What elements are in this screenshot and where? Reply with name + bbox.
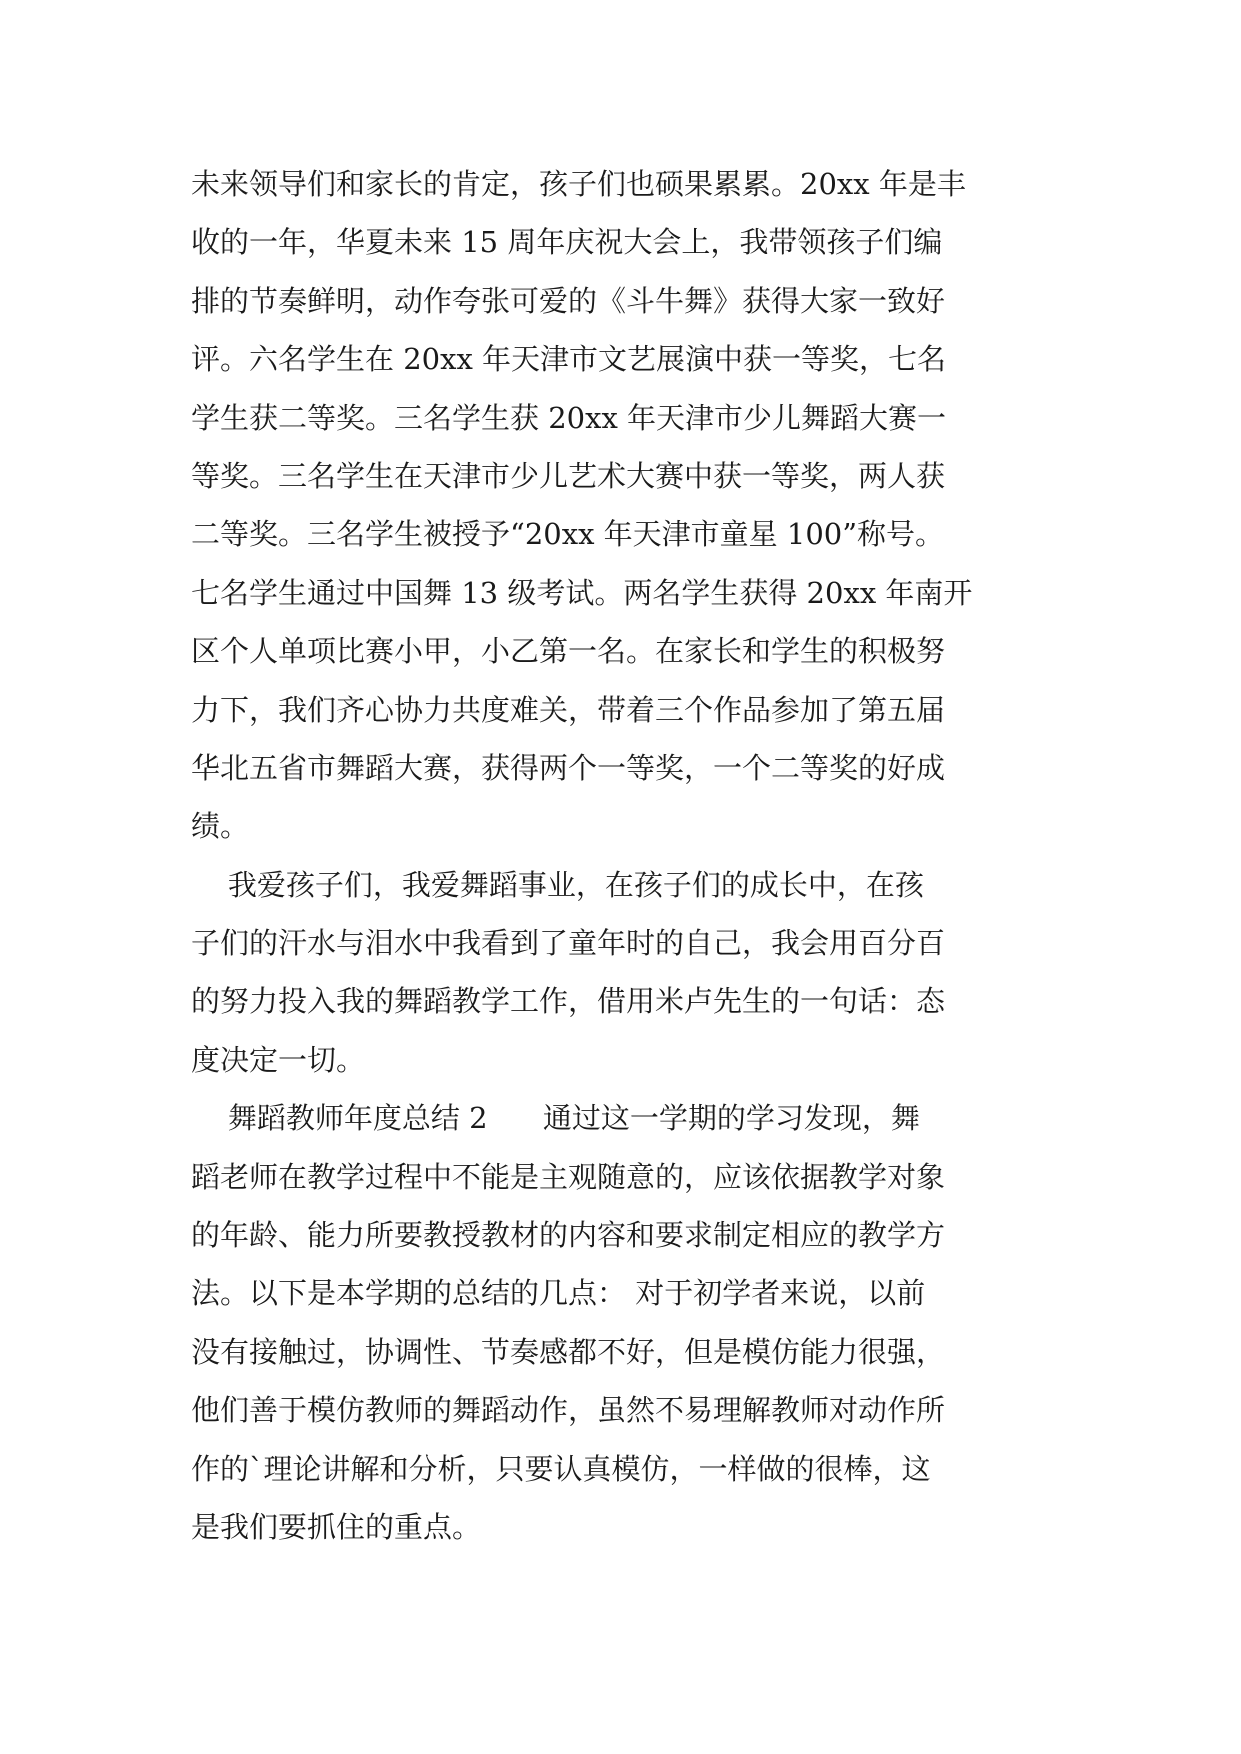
- text-line: 华北五省市舞蹈大赛，获得两个一等奖，一个二等奖的好成: [191, 750, 946, 785]
- text-line: 评。六名学生在 20xx 年天津市文艺展演中获一等奖，七名: [191, 342, 947, 377]
- text-line: 七名学生通过中国舞 13 级考试。两名学生获得 20xx 年南开: [191, 575, 973, 610]
- text-line: 舞蹈教师年度总结 2 通过这一学期的学习发现，舞: [191, 1101, 920, 1136]
- text-line: 绩。: [191, 809, 250, 844]
- text-line: 度决定一切。: [191, 1042, 366, 1077]
- text-line: 二等奖。三名学生被授予“20xx 年天津市童星 100”称号。: [191, 517, 945, 552]
- text-line: 的年龄、能力所要教授教材的内容和要求制定相应的教学方: [191, 1218, 946, 1253]
- text-line: 的努力投入我的舞蹈教学工作，借用米卢先生的一句话：态: [191, 984, 946, 1019]
- text-line: 他们善于模仿教师的舞蹈动作，虽然不易理解教师对动作所: [191, 1393, 946, 1428]
- text-line: 没有接触过，协调性、节奏感都不好，但是模仿能力很强，: [191, 1334, 946, 1369]
- text-line: 收的一年，华夏未来 15 周年庆祝大会上，我带领孩子们编: [191, 225, 943, 260]
- body-text: [191, 155, 1071, 1556]
- text-line: 等奖。三名学生在天津市少儿艺术大赛中获一等奖，两人获: [191, 458, 946, 493]
- text-line: 区个人单项比赛小甲，小乙第一名。在家长和学生的积极努: [191, 634, 946, 669]
- text-line: 排的节奏鲜明，动作夸张可爱的《斗牛舞》获得大家一致好: [191, 283, 946, 318]
- text-line: 子们的汗水与泪水中我看到了童年时的自己，我会用百分百: [191, 926, 946, 961]
- text-line: 未来领导们和家长的肯定，孩子们也硕果累累。20xx 年是丰: [191, 167, 966, 201]
- text-line: 是我们要抓住的重点。: [191, 1509, 482, 1544]
- text-line: 我爱孩子们，我爱舞蹈事业，在孩子们的成长中，在孩: [191, 867, 924, 902]
- text-line: 作的`理论讲解和分析，只要认真模仿，一样做的很棒，这: [191, 1451, 931, 1486]
- text-line: 学生获二等奖。三名学生获 20xx 年天津市少儿舞蹈大赛一: [191, 400, 947, 435]
- text-line: 法。以下是本学期的总结的几点： 对于初学者来说，以前: [191, 1276, 926, 1311]
- text-line: 蹈老师在教学过程中不能是主观随意的，应该依据教学对象: [191, 1159, 946, 1194]
- text-line: 力下，我们齐心协力共度难关，带着三个作品参加了第五届: [191, 692, 946, 727]
